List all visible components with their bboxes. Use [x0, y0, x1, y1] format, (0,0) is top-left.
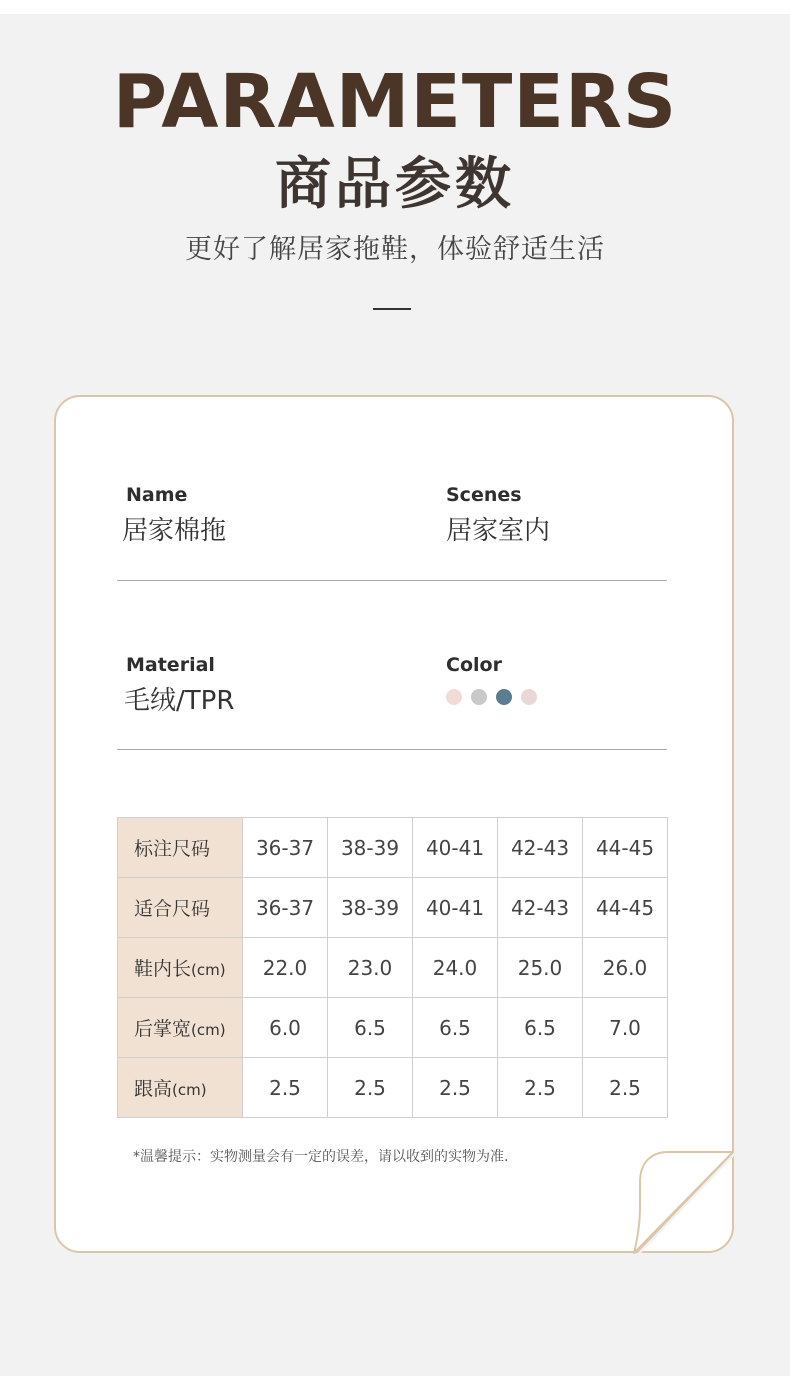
table-cell: 6.5: [413, 998, 498, 1058]
row-header: [118, 878, 243, 938]
row-header-unit: (cm): [191, 1021, 226, 1039]
table-cell: 6.5: [498, 998, 583, 1058]
table-row: [118, 938, 668, 998]
table-cell: 6.0: [243, 998, 328, 1058]
page-title-chinese: 商品参数: [275, 152, 515, 217]
color-swatches: [446, 689, 537, 705]
table-cell: 2.5: [583, 1058, 668, 1118]
table-cell: 42-43: [498, 878, 583, 938]
table-cell: 40-41: [413, 818, 498, 878]
color-swatch-1[interactable]: [446, 689, 462, 705]
table-cell: 2.5: [243, 1058, 328, 1118]
color-swatch-4[interactable]: [521, 689, 537, 705]
row-header-label: 适合尺码: [134, 898, 211, 920]
row-header: [118, 818, 243, 878]
page-curl-corner: [632, 1150, 736, 1256]
divider-line: [117, 749, 667, 750]
measurement-note: *温馨提示：实物测量会有一定的误差，请以收到的实物为准.: [133, 1149, 509, 1165]
row-header: [118, 1058, 243, 1118]
material-label: Material: [126, 654, 215, 676]
table-cell: 40-41: [413, 878, 498, 938]
size-table: [117, 817, 668, 1118]
table-cell: 38-39: [328, 818, 413, 878]
table-row: [118, 878, 668, 938]
row-header-label: 后掌宽: [134, 1018, 192, 1040]
row-header: [118, 998, 243, 1058]
table-cell: 36-37: [243, 878, 328, 938]
table-cell: 25.0: [498, 938, 583, 998]
table-cell: 24.0: [413, 938, 498, 998]
name-label: Name: [126, 484, 188, 506]
divider-line: [117, 580, 667, 581]
row-header: [118, 938, 243, 998]
table-cell: 44-45: [583, 818, 668, 878]
material-value: 毛绒/TPR: [124, 686, 235, 716]
name-value: 居家棉拖: [122, 516, 227, 546]
color-label: Color: [446, 654, 502, 676]
color-swatch-3[interactable]: [496, 689, 512, 705]
title-divider: [373, 308, 411, 310]
table-cell: 2.5: [328, 1058, 413, 1118]
table-cell: 38-39: [328, 878, 413, 938]
row-header-label: 标注尺码: [134, 838, 211, 860]
table-cell: 7.0: [583, 998, 668, 1058]
table-cell: 26.0: [583, 938, 668, 998]
row-header-label: 跟高: [134, 1078, 173, 1100]
page-subtitle: 更好了解居家拖鞋，体验舒适生活: [185, 234, 605, 265]
table-cell: 2.5: [498, 1058, 583, 1118]
table-cell: 42-43: [498, 818, 583, 878]
row-header-label: 鞋内长: [134, 958, 192, 980]
table-cell: 2.5: [413, 1058, 498, 1118]
table-cell: 44-45: [583, 878, 668, 938]
row-header-unit: (cm): [191, 961, 226, 979]
color-swatch-2[interactable]: [471, 689, 487, 705]
scenes-label: Scenes: [446, 484, 522, 506]
table-row: [118, 818, 668, 878]
table-cell: 36-37: [243, 818, 328, 878]
table-cell: 22.0: [243, 938, 328, 998]
page-title: PARAMETERS: [112, 59, 678, 145]
table-cell: 23.0: [328, 938, 413, 998]
scenes-value: 居家室内: [446, 516, 551, 546]
table-row: [118, 998, 668, 1058]
top-strip: [0, 0, 790, 14]
row-header-unit: (cm): [172, 1081, 207, 1099]
table-row: [118, 1058, 668, 1118]
table-cell: 6.5: [328, 998, 413, 1058]
